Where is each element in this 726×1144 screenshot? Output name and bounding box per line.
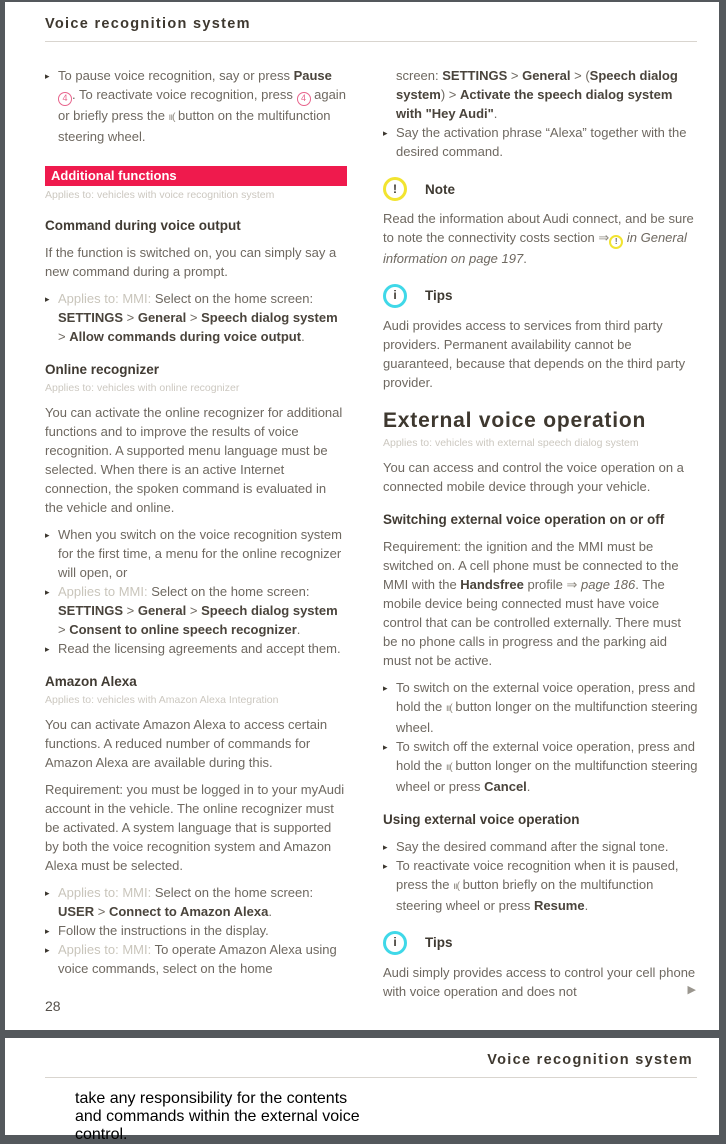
bullet-item xyxy=(383,737,698,796)
bullet-text xyxy=(58,291,338,344)
voice-control-button-icon: ıı( xyxy=(445,761,452,773)
text-segment: If the function is switched on, you can simply say a new command during a prompt. xyxy=(45,244,337,279)
text-segment: You can activate the online recognizer for additional functions and to improve the results of voice recognition. A supported menu language must be selected. When there is an active Internet connection, the spoken command is evaluated in the vehicle and online. xyxy=(45,404,343,515)
text-segment: Speech dialog system xyxy=(201,309,338,325)
text-segment: General xyxy=(522,68,571,83)
text-segment: in General information on page 197 xyxy=(383,230,687,266)
page2-body xyxy=(45,1090,697,1144)
manual-page-28 xyxy=(5,2,719,1030)
text-segment: Read the licensing agreements and accept them. xyxy=(58,640,341,656)
bullet-item xyxy=(45,921,347,940)
paragraph xyxy=(45,243,347,281)
subsection-heading: Amazon Alexa xyxy=(45,673,137,689)
subsection-heading: Command during voice output xyxy=(45,217,241,233)
bullet-marker-icon: ▸ xyxy=(383,860,388,871)
bullet-marker-icon: ▸ xyxy=(45,643,50,654)
two-column-layout xyxy=(45,58,697,1001)
infobox-text xyxy=(383,209,698,268)
text-segment: Cancel xyxy=(484,778,527,794)
section-heading: External voice operation xyxy=(383,408,647,432)
additional-functions-banner: Additional functions xyxy=(45,166,347,186)
text-segment: Applies to: MMI: xyxy=(58,290,155,306)
bullet-text xyxy=(58,923,269,938)
paragraph xyxy=(45,715,347,772)
applies-to-note: Applies to: vehicles with Amazon Alexa Integration xyxy=(45,693,279,706)
text-segment: take any responsibility for the contents and commands within the external voice control. xyxy=(75,1090,360,1143)
bullet-item xyxy=(383,837,698,856)
infobox-header xyxy=(383,177,698,201)
text-segment: Consent to online speech recognizer xyxy=(69,621,297,637)
text-segment: . To reactivate voice recognition, press xyxy=(72,87,297,102)
bullet-text xyxy=(58,641,341,656)
text-segment: General xyxy=(137,309,187,325)
text-segment: . xyxy=(268,903,272,919)
paragraph xyxy=(383,66,698,123)
bullet-item xyxy=(45,940,347,978)
infobox-text xyxy=(383,963,698,1001)
bullet-text xyxy=(58,885,313,919)
infobox-header xyxy=(383,931,698,955)
bullet-marker-icon: ▸ xyxy=(383,682,388,693)
bullet-marker-icon: ▸ xyxy=(45,944,50,955)
bullet-item xyxy=(383,678,698,737)
text-segment: Applies to: MMI: xyxy=(58,941,155,957)
text-segment: Follow the instructions in the display. xyxy=(58,922,269,938)
text-segment: USER xyxy=(58,903,95,919)
paragraph xyxy=(383,537,698,670)
bullet-item xyxy=(45,883,347,921)
text-segment: page 186 xyxy=(581,576,636,592)
tips-icon: i xyxy=(383,931,407,955)
text-segment: To pause voice recognition, say or press xyxy=(58,68,294,83)
text-segment: button longer on the multifunction steering wheel. xyxy=(396,698,698,735)
voice-control-button-icon: ıı( xyxy=(168,111,175,123)
subsection-heading: Using external voice operation xyxy=(383,811,580,827)
text-segment: You can activate Amazon Alexa to access certain functions. A reduced number of commands for Amazon Alexa are available during this. xyxy=(45,716,328,770)
text-segment: screen: xyxy=(396,68,443,83)
bullet-text xyxy=(58,584,338,637)
paragraph xyxy=(45,780,347,875)
note-inline-icon: ! xyxy=(609,235,623,249)
tips-box xyxy=(383,284,698,392)
applies-to-note: Applies to: vehicles with voice recognition system xyxy=(45,188,275,201)
bullet-text xyxy=(396,125,687,159)
text-segment: Select on the home screen: xyxy=(154,884,314,900)
infobox-text xyxy=(383,316,698,392)
bullet-text xyxy=(396,680,697,735)
text-segment: Say the activation phrase “Alexa” together with the desired command. xyxy=(396,125,687,159)
manual-page-next xyxy=(5,1038,719,1143)
right-column xyxy=(383,58,698,1001)
voice-control-button-icon: ıı( xyxy=(445,702,452,714)
text-segment: Select on the home screen: xyxy=(154,290,314,306)
bullet-item xyxy=(45,525,347,582)
text-segment: button on the multifunction steering wheel. xyxy=(58,107,331,144)
page-number: 28 xyxy=(45,998,61,1014)
text-segment: Say the desired command after the signal tone. xyxy=(396,838,669,854)
text-segment: Applies to: MMI: xyxy=(58,884,155,900)
text-segment: button longer on the multifunction steering wheel or press xyxy=(396,757,698,794)
applies-to-note: Applies to: vehicles with external speech dialog system xyxy=(383,436,639,449)
continuation-arrow-icon: ▶ xyxy=(687,983,696,996)
subsection-heading: Switching external voice operation on or off xyxy=(383,511,665,527)
text-segment: . xyxy=(301,328,305,344)
bullet-text xyxy=(58,68,346,144)
paragraph xyxy=(45,403,347,517)
text-segment: > xyxy=(58,328,70,344)
text-segment: . xyxy=(526,778,531,794)
bullet-text xyxy=(58,527,342,580)
text-segment: . xyxy=(523,250,527,266)
text-segment: SETTINGS xyxy=(58,602,124,618)
text-segment: Speech dialog system xyxy=(201,602,338,618)
paragraph xyxy=(383,458,698,496)
text-segment: To switch off the external voice operation, press and hold the xyxy=(396,738,695,773)
text-segment: Select on the home screen: xyxy=(151,583,310,599)
bullet-marker-icon: ▸ xyxy=(45,586,50,597)
text-segment: > xyxy=(507,68,523,83)
text-segment: ⇒ xyxy=(598,230,610,245)
text-segment: > ( xyxy=(570,68,590,83)
text-segment: Allow commands during voice output xyxy=(69,328,302,344)
bullet-marker-icon: ▸ xyxy=(45,71,50,81)
text-segment: > xyxy=(186,602,202,618)
bullet-marker-icon: ▸ xyxy=(383,741,388,752)
bullet-text xyxy=(396,739,697,794)
text-segment: Connect to Amazon Alexa xyxy=(108,903,269,919)
text-segment: again or briefly press the xyxy=(58,87,346,123)
text-segment: SETTINGS xyxy=(442,68,508,83)
bullet-text xyxy=(396,839,668,854)
bullet-marker-icon: ▸ xyxy=(45,529,50,540)
page-title: Voice recognition system xyxy=(45,16,697,42)
infobox-title: Tips xyxy=(425,935,453,950)
text-segment: > xyxy=(186,309,202,325)
text-segment: profile xyxy=(523,576,567,592)
text-segment: Pause xyxy=(293,68,332,83)
bullet-item xyxy=(45,582,347,639)
text-segment: To reactivate voice recognition when it is paused, press the xyxy=(396,857,679,892)
text-segment: > xyxy=(123,602,138,618)
text-segment: You can access and control the voice operation on a connected mobile device through your vehicle. xyxy=(383,459,684,494)
paragraph xyxy=(45,1090,375,1144)
bullet-marker-icon: ▸ xyxy=(45,293,50,304)
bullet-item xyxy=(45,289,347,346)
left-column xyxy=(45,58,347,1001)
bullet-text xyxy=(58,942,337,976)
bullet-item xyxy=(45,66,347,146)
infobox-header xyxy=(383,284,698,308)
text-segment: > xyxy=(94,903,109,919)
text-segment: When you switch on the voice recognition system for the first time, a menu for the online recognizer will open, or xyxy=(58,526,342,580)
note-icon: ! xyxy=(383,177,407,201)
text-segment: Audi simply provides access to control your cell phone with voice operation and does not xyxy=(383,964,696,999)
text-segment: Activate the speech dialog system with "Hey Audi" xyxy=(396,87,673,121)
bullet-item xyxy=(383,856,698,915)
tips-icon: i xyxy=(383,284,407,308)
bullet-marker-icon: ▸ xyxy=(383,128,388,138)
applies-to-note: Applies to: vehicles with online recognizer xyxy=(45,381,240,394)
text-segment: Speech dialog system xyxy=(396,68,678,102)
subsection-heading: Online recognizer xyxy=(45,361,160,377)
text-segment: > xyxy=(123,309,138,325)
infobox-title: Note xyxy=(425,181,455,197)
text-segment: To operate Amazon Alexa using voice commands, select on the home xyxy=(58,941,337,976)
bullet-marker-icon: ▸ xyxy=(45,925,50,936)
note-box xyxy=(383,177,698,268)
voice-control-button-icon: ıı( xyxy=(453,880,459,892)
tips-box xyxy=(383,931,698,1001)
text-segment: ) > xyxy=(440,87,460,102)
text-segment: Requirement: the ignition and the MMI must be switched on. A cell phone must be connected to the MMI with the xyxy=(383,538,679,592)
text-segment: Handsfree xyxy=(460,576,524,592)
text-segment: button briefly on the multifunction steering wheel or press xyxy=(396,876,654,913)
bullet-marker-icon: ▸ xyxy=(45,887,50,898)
text-segment: Requirement: you must be logged in to your myAudi account in the vehicle. The online recognizer must be activated. A system language that is supported by both the voice recognition system and Amazon Alexa must be selected. xyxy=(45,781,345,873)
text-segment: > xyxy=(58,621,70,637)
text-segment: ⇒ xyxy=(566,576,578,592)
text-segment: SETTINGS xyxy=(58,309,124,325)
text-segment: . xyxy=(493,106,498,121)
text-segment: Read the information about Audi connect, and be sure to note the connectivity costs section xyxy=(383,211,694,245)
bullet-item xyxy=(45,639,347,658)
circled-number-icon: 4 xyxy=(58,92,72,106)
bullet-item xyxy=(383,123,698,161)
text-segment: . xyxy=(296,621,301,637)
text-segment: General xyxy=(137,602,187,618)
text-segment: To switch on the external voice operation, press and hold the xyxy=(396,679,696,714)
text-segment: . The mobile device being connected must have voice control that can be controlled externally. There must be no phone calls in progress and the parking aid must not be active. xyxy=(383,576,681,668)
bullet-marker-icon: ▸ xyxy=(383,841,388,852)
circled-number-icon: 4 xyxy=(297,92,311,106)
text-segment: Resume xyxy=(534,897,585,913)
page-title: Voice recognition system xyxy=(45,1052,697,1078)
text-segment: Audi provides access to services from third party providers. Permanent availability cannot be guaranteed, because that depends on the third party provider. xyxy=(383,317,686,390)
text-segment: . xyxy=(584,897,589,913)
text-segment: Applies to MMI: xyxy=(58,583,152,599)
bullet-text xyxy=(396,858,679,913)
infobox-title: Tips xyxy=(425,288,453,303)
